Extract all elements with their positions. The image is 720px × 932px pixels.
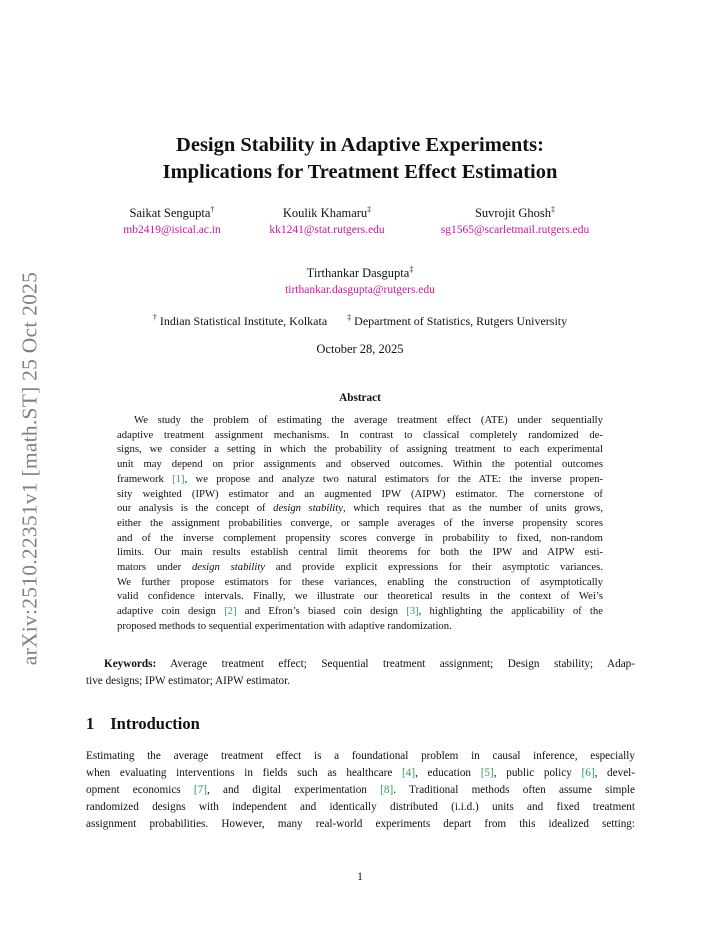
abstract-line: our analysis is the concept of design stability, which requires that as the number of units grows, — [117, 502, 604, 515]
abstract-line: We study the problem of estimating the average treatment effect (ATE) under sequentially — [134, 414, 603, 426]
citation-link[interactable]: [7] — [193, 784, 207, 796]
author-name: Koulik Khamaru — [282, 206, 368, 221]
abstract-line: We further propose estimators for these variances, enabling the construction of asymptotically — [117, 575, 603, 588]
affiliation-mark: ‡ — [347, 313, 352, 322]
section-title: Introduction — [110, 714, 200, 733]
affiliation-mark: † — [152, 313, 157, 322]
author-email[interactable]: kk1241@stat.rutgers.edu — [269, 224, 385, 237]
section-number: 1 — [86, 714, 95, 733]
author-email[interactable]: mb2419@isical.ac.in — [123, 224, 221, 237]
keywords-label: Keywords: — [104, 658, 157, 670]
intro-line: randomized designs with independent and identically distributed (i.i.d.) units and fixed treatment — [86, 801, 635, 813]
title-line-1: Design Stability in Adaptive Experiments: — [176, 134, 544, 156]
author-name: Tirthankar Dasgupta — [306, 266, 410, 281]
date: October 28, 2025 — [316, 342, 404, 356]
citation-link[interactable]: [8] — [380, 784, 394, 796]
author-1 — [123, 205, 220, 236]
author-name: Suvrojit Ghosh — [474, 206, 552, 221]
abstract-line: valid confidence intervals. Finally, we illustrate our theoretical results in the context of Wei’s — [117, 590, 603, 603]
affiliation-1: Indian Statistical Institute, Kolkata — [159, 314, 328, 328]
title-line-2: Implications for Treatment Effect Estimation — [162, 161, 558, 183]
citation-link[interactable]: [2] — [224, 605, 237, 618]
author-mark: ‡ — [409, 265, 414, 274]
keywords-text: Average treatment effect; Sequential treatment assignment; Design stability; Adap- — [170, 658, 635, 670]
page-number: 1 — [357, 871, 363, 883]
author-name: Saikat Sengupta — [129, 206, 211, 221]
author-mark: ‡ — [551, 205, 556, 214]
abstract-line: limits. Our main results establish central limit theorems for both the IPW and AIPW esti- — [117, 546, 603, 559]
abstract-line: proposed methods to sequential experimentation with adaptive randomization. — [117, 619, 452, 632]
abstract-line: either the assignment probabilities converge, or sample averages of the inverse propensity scores — [117, 516, 603, 529]
abstract-line: adaptive treatment assignment mechanisms. In contrast to classical completely randomized de- — [117, 428, 603, 441]
abstract-line: adaptive coin design [2] and Efron’s biased coin design [3], highlighting the applicability of the — [117, 605, 603, 618]
keywords-text: tive designs; IPW estimator; AIPW estimator. — [86, 675, 291, 687]
affiliation-2: Department of Statistics, Rutgers University — [354, 314, 568, 328]
abstract-line: unit may depend on prior assignments and observed outcomes. Within the potential outcomes — [117, 458, 603, 471]
citation-link[interactable]: [5] — [480, 767, 494, 779]
abstract-line: sity weighted (IPW) estimator and an augmented IPW (AIPW) estimator. The cornerstone of — [117, 487, 603, 500]
abstract-heading: Abstract — [339, 392, 381, 404]
intro-line: when evaluating interventions in fields such as healthcare [4], education [5], public policy [6], devel- — [86, 767, 635, 779]
affiliations — [0, 313, 720, 329]
arxiv-identifier: arXiv:2510.22351v1 [math.ST] 25 Oct 2025 — [17, 271, 42, 666]
author-email[interactable]: tirthankar.dasgupta@rutgers.edu — [285, 284, 435, 297]
intro-line: assignment probabilities. However, many real-world experiments depart from this idealized setting: — [86, 818, 635, 830]
author-3 — [441, 205, 590, 236]
author-email[interactable]: sg1565@scarletmail.rutgers.edu — [440, 224, 590, 237]
keywords — [86, 656, 635, 690]
author-4 — [285, 265, 435, 296]
author-mark: † — [210, 205, 215, 214]
abstract-line: signs, we consider a setting in which the probability of assigning treatment to each experimental — [117, 443, 603, 456]
abstract-line: framework [1], we propose and analyze two natural estimators for the ATE: the inverse propen- — [117, 472, 603, 485]
abstract-line: and of the inverse complement propensity scores converge in probability to fixed, non-random — [117, 531, 603, 544]
author-mark: ‡ — [367, 205, 372, 214]
citation-link[interactable]: [6] — [581, 767, 595, 779]
citation-link[interactable]: [1] — [172, 472, 185, 485]
intro-paragraph — [86, 748, 635, 833]
abstract-body — [117, 413, 603, 634]
intro-line: Estimating the average treatment effect is a foundational problem in causal inference, especially — [86, 750, 635, 762]
section-heading — [86, 714, 200, 734]
citation-link[interactable]: [3] — [406, 605, 419, 618]
author-2 — [269, 205, 384, 236]
citation-link[interactable]: [4] — [402, 767, 416, 779]
intro-line: opment economics [7], and digital experimentation [8]. Traditional methods often assume simple — [86, 784, 635, 796]
abstract-line: mators under design stability and provide explicit expressions for their asymptotic variances. — [117, 561, 604, 574]
